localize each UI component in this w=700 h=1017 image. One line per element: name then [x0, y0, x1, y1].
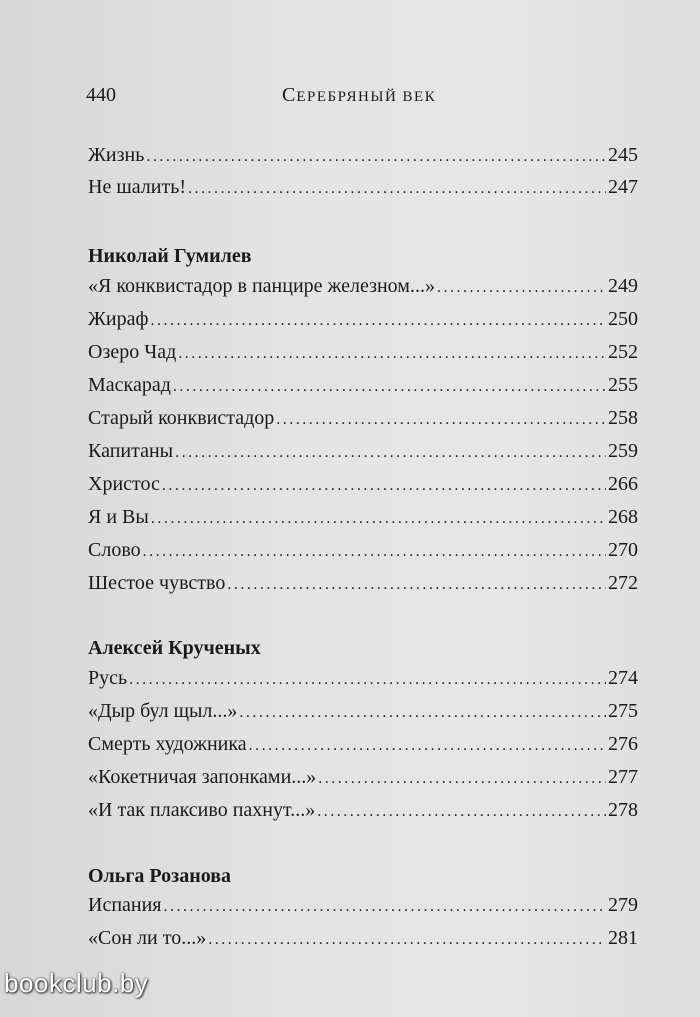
toc-entry [88, 140, 638, 170]
toc-entry [88, 403, 638, 433]
toc-entry [88, 729, 638, 759]
dot-leader [437, 273, 606, 303]
toc-entry [88, 762, 638, 792]
toc-entry-title: Смерть художника [88, 733, 247, 755]
toc-entry-page: 270 [608, 539, 638, 561]
author-heading: Ольга Розанова [88, 865, 232, 887]
toc-entry [88, 890, 638, 920]
toc-entry [88, 337, 638, 367]
site-watermark: bookclub.by [4, 968, 149, 998]
running-title [282, 84, 436, 107]
toc-entry [88, 696, 638, 726]
toc-entry-title: Слово [88, 539, 141, 561]
page-number: 440 [86, 84, 116, 106]
dot-leader [318, 764, 606, 794]
dot-leader [143, 537, 606, 567]
dot-leader [164, 892, 606, 922]
toc-entry-title: «Я конквистадор в панцире железном...» [88, 275, 435, 297]
toc-entry-page: 272 [608, 572, 638, 594]
toc-entry [88, 568, 638, 598]
toc-entry-title: «Кокетничая запонками...» [88, 766, 317, 788]
toc-entry-title: Не шалить! [88, 176, 186, 198]
dot-leader [227, 570, 606, 600]
toc-entry-title: «Дыр бул щыл...» [88, 700, 238, 722]
toc-entry-page: 259 [608, 440, 638, 462]
toc-entry [88, 795, 638, 825]
dot-leader [178, 339, 606, 369]
dot-leader [129, 665, 606, 695]
toc-entry-page: 249 [608, 275, 638, 297]
toc-entry-title: «И так плаксиво пахнут...» [88, 799, 316, 821]
toc-entry-title: Я и Вы [88, 506, 149, 528]
toc-entry [88, 370, 638, 400]
dot-leader [317, 797, 606, 827]
running-header [86, 84, 640, 114]
dot-leader [249, 731, 606, 761]
dot-leader [188, 174, 606, 204]
toc-entry-title: Шестое чувство [88, 572, 226, 594]
toc-entry-page: 245 [608, 144, 638, 166]
dot-leader [276, 405, 606, 435]
toc-entry [88, 502, 638, 532]
dot-leader [175, 438, 606, 468]
author-heading: Алексей Крученых [88, 637, 261, 659]
dot-leader [173, 372, 606, 402]
toc-entry-title: Испания [88, 894, 162, 916]
toc-entry-page: 250 [608, 308, 638, 330]
toc-entry-title: Жираф [88, 308, 149, 330]
author-heading: Николай Гумилев [88, 245, 252, 267]
toc-entry-title: «Сон ли то...» [88, 927, 207, 949]
toc-entry-page: 279 [608, 894, 638, 916]
toc-entry [88, 663, 638, 693]
toc-entry [88, 436, 638, 466]
toc-entry [88, 535, 638, 565]
toc-entry-title: Жизнь [88, 144, 145, 166]
toc-entry-page: 274 [608, 667, 638, 689]
toc-entry-title: Маскарад [88, 374, 171, 396]
toc-entry-title: Старый конквистадор [88, 407, 275, 429]
toc-entry [88, 172, 638, 202]
toc-entry [88, 923, 638, 953]
toc-entry-page: 275 [608, 700, 638, 722]
toc-entry-page: 255 [608, 374, 638, 396]
dot-leader [151, 504, 606, 534]
running-title-rest: ЕРЕБРЯНЫЙ ВЕК [296, 89, 437, 105]
toc-entry [88, 271, 638, 301]
dot-leader [239, 698, 606, 728]
toc-entry-page: 247 [608, 176, 638, 198]
toc-entry-page: 278 [608, 799, 638, 821]
toc-entry-title: Христос [88, 473, 160, 495]
toc-entry [88, 304, 638, 334]
toc-entry [88, 469, 638, 499]
toc-entry-title: Капитаны [88, 440, 174, 462]
toc-entry-page: 281 [608, 927, 638, 949]
running-title-initial: С [282, 84, 297, 106]
toc-entry-page: 268 [608, 506, 638, 528]
toc-entry-page: 266 [608, 473, 638, 495]
dot-leader [150, 306, 606, 336]
toc-entry-page: 252 [608, 341, 638, 363]
toc-entry-page: 277 [608, 766, 638, 788]
toc-entry-title: Русь [88, 667, 128, 689]
toc-entry-page: 276 [608, 733, 638, 755]
toc-entry-page: 258 [608, 407, 638, 429]
toc-entry-title: Озеро Чад [88, 341, 177, 363]
dot-leader [208, 925, 606, 955]
dot-leader [162, 471, 606, 501]
dot-leader [146, 142, 606, 172]
